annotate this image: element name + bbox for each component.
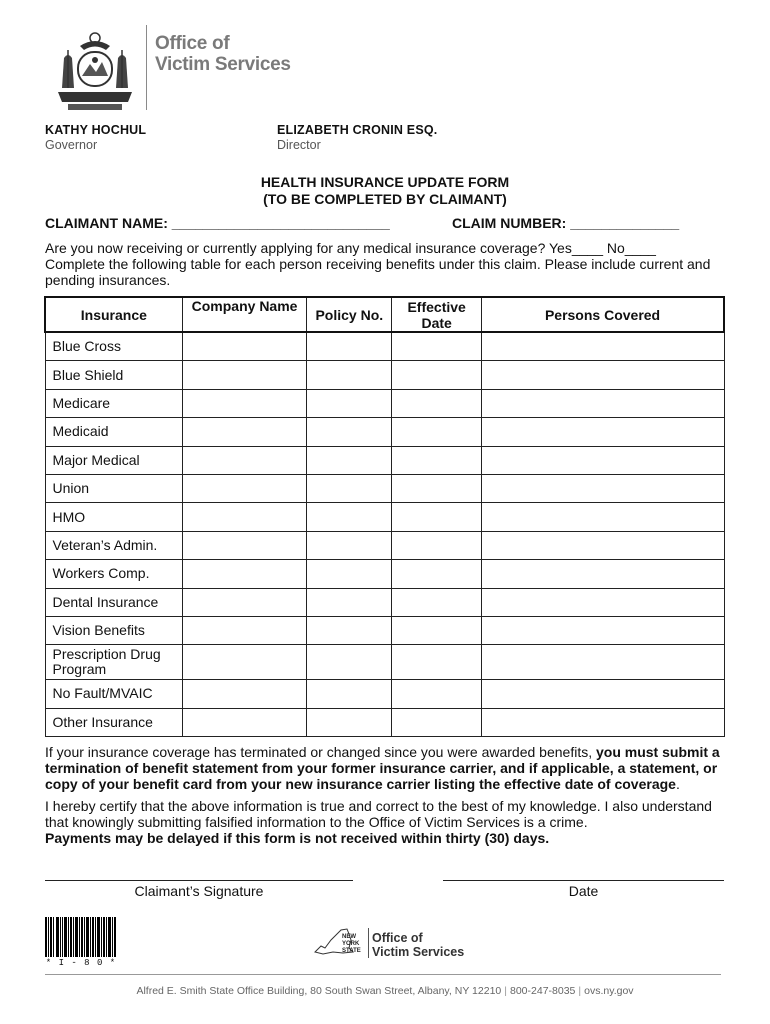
table-row <box>45 503 724 531</box>
insurance-type: Prescription Drug Program <box>45 645 182 680</box>
insurance-table <box>44 296 725 737</box>
claimant-name-field[interactable]: CLAIMANT NAME: ____________________________ <box>45 215 390 231</box>
effective-date-cell[interactable] <box>392 708 482 736</box>
policy-no-cell[interactable] <box>307 616 392 644</box>
effective-date-cell[interactable] <box>392 588 482 616</box>
persons-covered-cell[interactable] <box>482 418 724 446</box>
insurance-type: Vision Benefits <box>45 616 182 644</box>
policy-no-cell[interactable] <box>307 503 392 531</box>
insurance-type: Veteran’s Admin. <box>45 531 182 559</box>
form-title <box>0 174 770 208</box>
company-name-cell[interactable] <box>182 560 307 588</box>
table-instructions: Complete the following table for each person receiving benefits under this claim. Please include current and pending insurances. <box>45 256 711 288</box>
termination-text: If your insurance coverage has terminated or changed since you were awarded benefits, <box>45 744 596 760</box>
policy-no-cell[interactable] <box>307 418 392 446</box>
table-row <box>45 389 724 417</box>
policy-no-cell[interactable] <box>307 332 392 361</box>
policy-no-cell[interactable] <box>307 446 392 474</box>
effective-date-cell[interactable] <box>392 446 482 474</box>
governor-block <box>45 123 146 153</box>
effective-date-cell[interactable] <box>392 645 482 680</box>
persons-covered-cell[interactable] <box>482 361 724 389</box>
certification-block <box>45 798 735 846</box>
table-row <box>45 680 724 708</box>
company-name-cell[interactable] <box>182 503 307 531</box>
insurance-type: Other Insurance <box>45 708 182 736</box>
table-row <box>45 560 724 588</box>
table-row <box>45 616 724 644</box>
insurance-type: Workers Comp. <box>45 560 182 588</box>
svg-text:STATE: STATE <box>342 948 361 954</box>
table-row <box>45 332 724 361</box>
policy-no-cell[interactable] <box>307 588 392 616</box>
table-row <box>45 474 724 502</box>
table-row <box>45 446 724 474</box>
policy-no-cell[interactable] <box>307 389 392 417</box>
agency-name-line1: Office of <box>155 33 230 54</box>
claimant-signature-line[interactable] <box>45 880 353 881</box>
table-row <box>45 588 724 616</box>
new-york-state-seal <box>50 28 140 114</box>
insurance-type: Major Medical <box>45 446 182 474</box>
header-effective-date: Effective Date <box>392 297 482 332</box>
company-name-cell[interactable] <box>182 531 307 559</box>
persons-covered-cell[interactable] <box>482 616 724 644</box>
form-title-line2: (TO BE COMPLETED BY CLAIMANT) <box>263 191 507 207</box>
persons-covered-cell[interactable] <box>482 503 724 531</box>
insurance-type: Medicaid <box>45 418 182 446</box>
policy-no-cell[interactable] <box>307 531 392 559</box>
termination-requirement: you must submit a termination of benefit statement from your former insurance carrier, and if applicable, a statement, or copy of your benefit card from your new insurance carrier listing the effective date of coverage <box>45 744 720 792</box>
insurance-type: Blue Cross <box>45 332 182 361</box>
insurance-type: HMO <box>45 503 182 531</box>
date-label: Date <box>568 883 599 899</box>
effective-date-cell[interactable] <box>392 361 482 389</box>
footer-address: Alfred E. Smith State Office Building, 80 South Swan Street, Albany, NY 12210 <box>136 985 502 997</box>
persons-covered-cell[interactable] <box>482 389 724 417</box>
new-york-state-logo-icon <box>313 926 365 958</box>
persons-covered-cell[interactable] <box>482 708 724 736</box>
claimant-signature-label: Claimant’s Signature <box>134 883 264 899</box>
agency-name <box>155 33 291 75</box>
form-title-line1: HEALTH INSURANCE UPDATE FORM <box>260 174 510 190</box>
persons-covered-cell[interactable] <box>482 680 724 708</box>
persons-covered-cell[interactable] <box>482 560 724 588</box>
claim-number-field[interactable]: CLAIM NUMBER: ______________ <box>452 215 680 231</box>
company-name-cell[interactable] <box>182 474 307 502</box>
effective-date-cell[interactable] <box>392 680 482 708</box>
agency-name-line2: Victim Services <box>155 54 291 75</box>
footer-logo-divider <box>368 928 369 958</box>
insurance-type: No Fault/MVAIC <box>45 680 182 708</box>
svg-text:YORK: YORK <box>342 941 360 947</box>
governor-name: KATHY HOCHUL <box>45 123 147 137</box>
insurance-type: Medicare <box>45 389 182 417</box>
header-company-name: Company Name <box>182 297 307 332</box>
table-row <box>45 531 724 559</box>
persons-covered-cell[interactable] <box>482 446 724 474</box>
director-title: Director <box>277 138 321 152</box>
policy-no-cell[interactable] <box>307 680 392 708</box>
coverage-question-block <box>45 240 735 288</box>
table-row <box>45 708 724 736</box>
effective-date-cell[interactable] <box>392 503 482 531</box>
insurance-type: Blue Shield <box>45 361 182 389</box>
director-name: ELIZABETH CRONIN ESQ. <box>277 123 438 137</box>
termination-notice <box>45 744 735 792</box>
insurance-type: Union <box>45 474 182 502</box>
company-name-cell[interactable] <box>182 418 307 446</box>
company-name-cell[interactable] <box>182 588 307 616</box>
effective-date-cell[interactable] <box>392 418 482 446</box>
svg-text:NEW: NEW <box>342 934 356 940</box>
insurance-type: Dental Insurance <box>45 588 182 616</box>
footer-phone[interactable]: 800-247-8035 <box>510 985 576 997</box>
barcode-label: * I - 8 0 * <box>45 958 117 968</box>
company-name-cell[interactable] <box>182 361 307 389</box>
effective-date-cell[interactable] <box>392 474 482 502</box>
effective-date-cell[interactable] <box>392 560 482 588</box>
date-line[interactable] <box>443 880 724 881</box>
footer-website[interactable]: ovs.ny.gov <box>584 985 634 997</box>
effective-date-cell[interactable] <box>392 389 482 417</box>
table-row <box>45 418 724 446</box>
notes-section <box>45 744 735 852</box>
company-name-cell[interactable] <box>182 680 307 708</box>
footer-agency-line1: Office of <box>372 931 423 945</box>
footer-rule <box>45 974 721 975</box>
company-name-cell[interactable] <box>182 645 307 680</box>
table-header-row <box>45 297 724 332</box>
termination-period: . <box>675 776 680 792</box>
company-name-cell[interactable] <box>182 708 307 736</box>
policy-no-cell[interactable] <box>307 560 392 588</box>
header-policy-no: Policy No. <box>307 297 392 332</box>
footer-contact: Alfred E. Smith State Office Building, 80 South Swan Street, Albany, NY 12210 | 800-247-8035 | ovs.ny.gov <box>136 985 634 997</box>
company-name-cell[interactable] <box>182 389 307 417</box>
delay-warning: Payments may be delayed if this form is not received within thirty (30) days. <box>45 830 550 846</box>
policy-no-cell[interactable] <box>307 474 392 502</box>
persons-covered-cell[interactable] <box>482 332 724 361</box>
policy-no-cell[interactable] <box>307 361 392 389</box>
policy-no-cell[interactable] <box>307 708 392 736</box>
certification-text: I hereby certify that the above information is true and correct to the best of my knowledge. I also understand that knowingly submitting falsified information to the Office of Victim Services is a crime. <box>45 798 712 830</box>
header-persons-covered: Persons Covered <box>482 297 724 332</box>
director-block <box>277 123 437 153</box>
table-row <box>45 645 724 680</box>
effective-date-cell[interactable] <box>392 616 482 644</box>
table-row <box>45 361 724 389</box>
barcode <box>45 917 117 957</box>
persons-covered-cell[interactable] <box>482 588 724 616</box>
persons-covered-cell[interactable] <box>482 645 724 680</box>
coverage-question[interactable]: Are you now receiving or currently applying for any medical insurance coverage? Yes____ No____ <box>45 240 656 256</box>
effective-date-cell[interactable] <box>392 531 482 559</box>
policy-no-cell[interactable] <box>307 645 392 680</box>
header-divider <box>146 25 147 110</box>
persons-covered-cell[interactable] <box>482 474 724 502</box>
footer-agency-name <box>372 931 464 959</box>
persons-covered-cell[interactable] <box>482 531 724 559</box>
footer-agency-line2: Victim Services <box>372 945 465 959</box>
effective-date-cell[interactable] <box>392 332 482 361</box>
company-name-cell[interactable] <box>182 446 307 474</box>
governor-title: Governor <box>45 138 98 152</box>
company-name-cell[interactable] <box>182 332 307 361</box>
company-name-cell[interactable] <box>182 616 307 644</box>
header-insurance: Insurance <box>45 297 182 332</box>
